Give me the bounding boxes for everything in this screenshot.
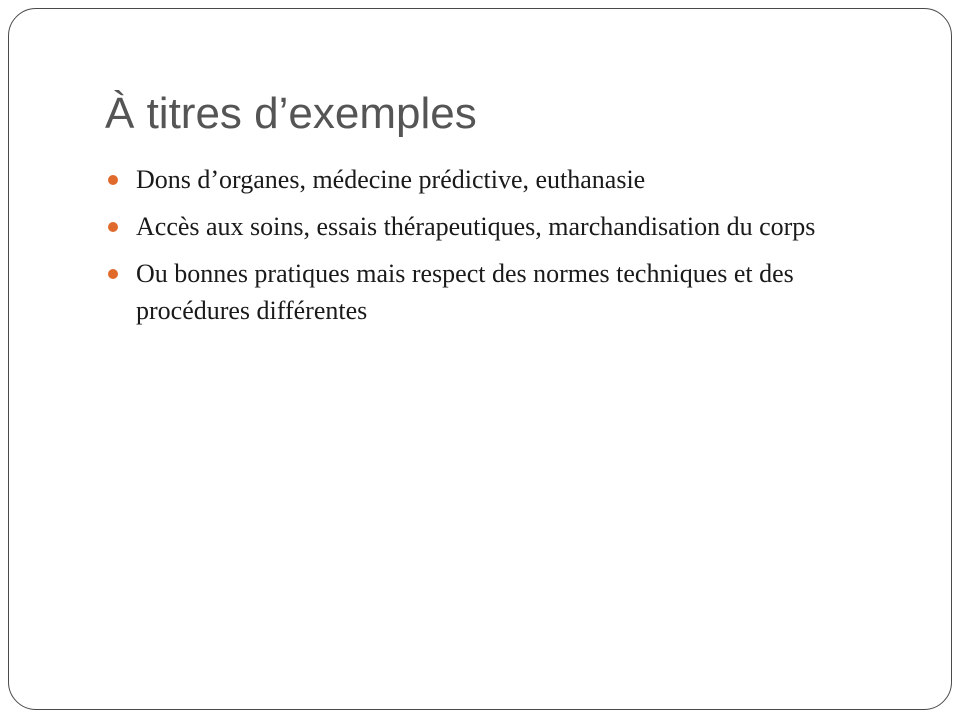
bullet-dot-icon <box>108 175 118 185</box>
bullet-item <box>105 255 885 329</box>
bullet-list <box>105 161 885 339</box>
slide-frame <box>8 8 952 710</box>
bullet-dot-icon <box>108 269 118 279</box>
bullet-text: Ou bonnes pratiques mais respect des normes techniques et des procédures différentes <box>136 259 794 325</box>
bullet-text: Dons d’organes, médecine prédictive, euthanasie <box>136 165 646 194</box>
bullet-dot-icon <box>108 222 118 232</box>
bullet-item <box>105 208 885 245</box>
slide-title: À titres d’exemples <box>105 89 477 138</box>
bullet-item <box>105 161 885 198</box>
bullet-text: Accès aux soins, essais thérapeutiques, marchandisation du corps <box>136 212 816 241</box>
